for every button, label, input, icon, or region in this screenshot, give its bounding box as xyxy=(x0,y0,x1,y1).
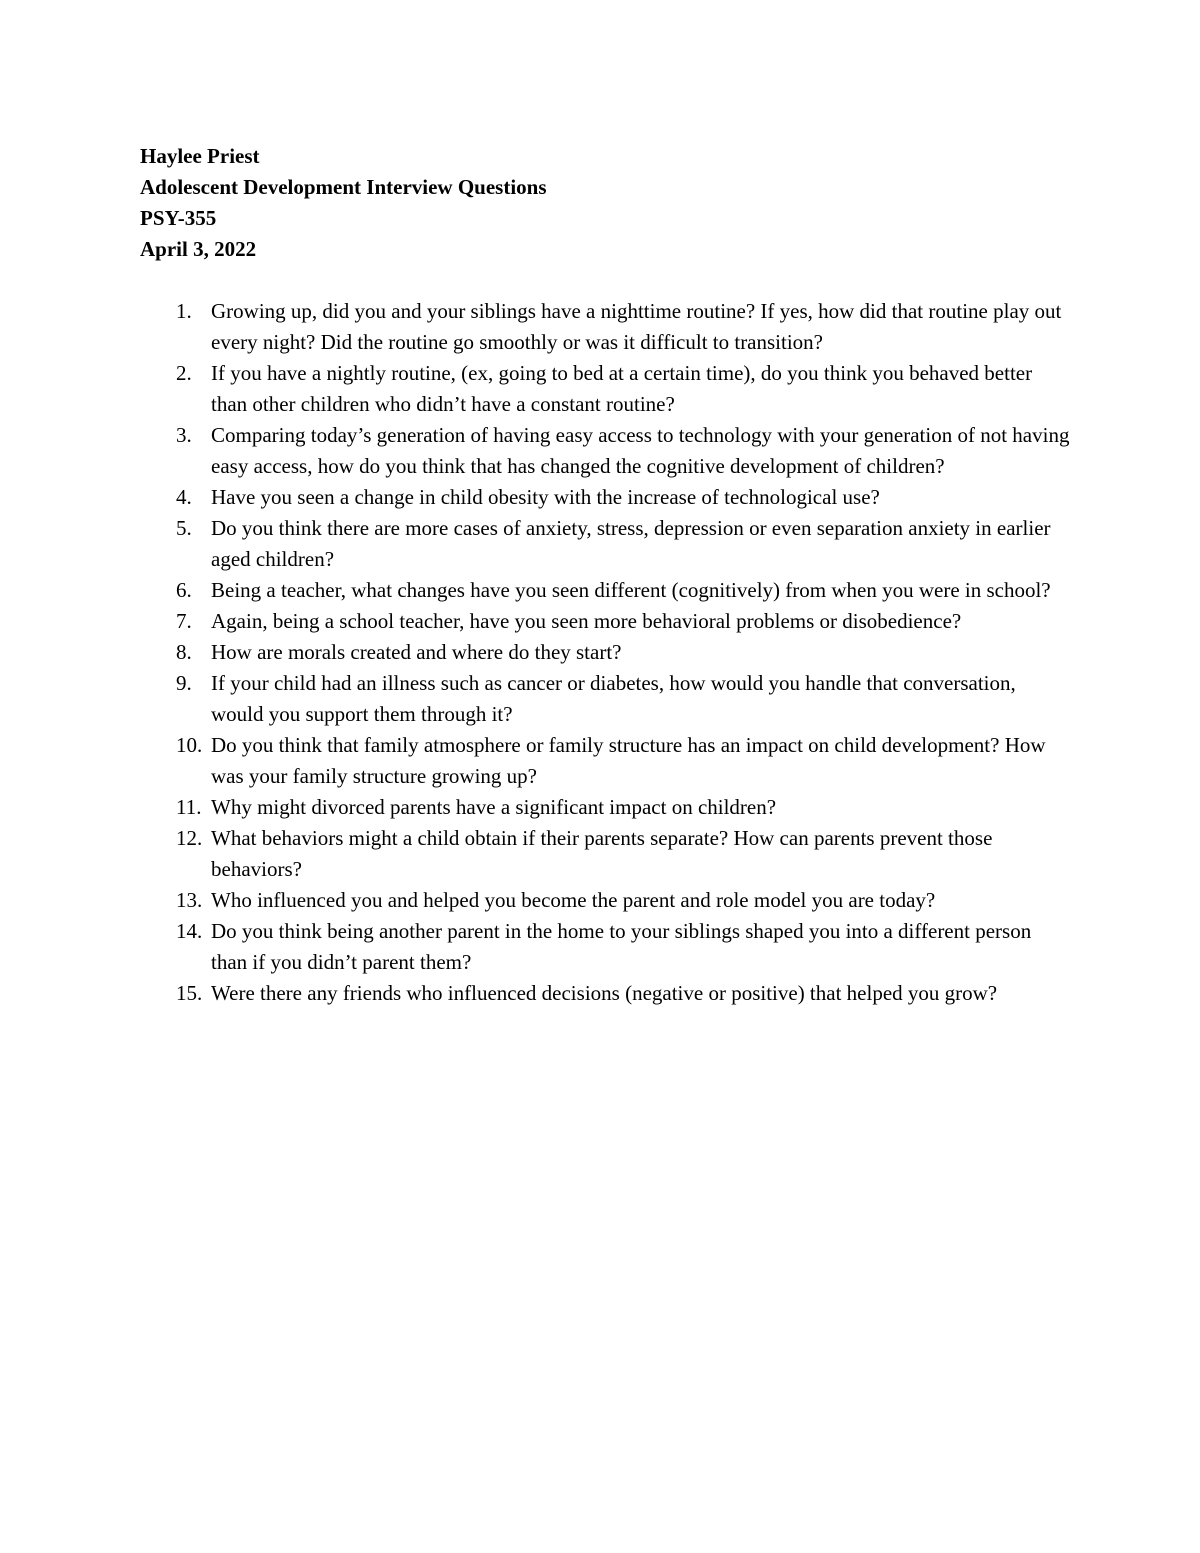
question-text: How are morals created and where do they start? xyxy=(211,640,622,664)
list-item xyxy=(140,637,1071,668)
question-number: 12. xyxy=(176,826,203,850)
question-text: Do you think being another parent in the home to your siblings shaped you into a different person than if you didn’t parent them? xyxy=(211,919,1032,974)
question-text: What behaviors might a child obtain if their parents separate? How can parents prevent those behaviors? xyxy=(211,826,993,881)
list-item xyxy=(140,513,1071,575)
document-date: April 3, 2022 xyxy=(140,237,257,261)
document-header xyxy=(140,141,1040,265)
question-text: Why might divorced parents have a significant impact on children? xyxy=(211,795,777,819)
question-number: 6. xyxy=(176,578,192,602)
question-number: 13. xyxy=(176,888,203,912)
question-number: 8. xyxy=(176,640,192,664)
author-name: Haylee Priest xyxy=(140,144,260,168)
question-number: 7. xyxy=(176,609,192,633)
question-text: Do you think that family atmosphere or family structure has an impact on child development? How was your family structure growing up? xyxy=(211,733,1046,788)
question-number: 9. xyxy=(176,671,192,695)
document-title: Adolescent Development Interview Questions xyxy=(140,175,547,199)
question-number: 10. xyxy=(176,733,203,757)
list-item xyxy=(140,792,1071,823)
list-item xyxy=(140,482,1071,513)
question-text: If you have a nightly routine, (ex, going to bed at a certain time), do you think you behaved better than other children who didn’t have a constant routine? xyxy=(211,361,1033,416)
list-item xyxy=(140,730,1071,792)
question-text: Being a teacher, what changes have you seen different (cognitively) from when you were in school? xyxy=(211,578,1051,602)
question-number: 3. xyxy=(176,423,192,447)
list-item xyxy=(140,606,1071,637)
list-item xyxy=(140,296,1071,358)
question-text: Growing up, did you and your siblings have a nighttime routine? If yes, how did that routine play out every night? Did the routine go smoothly or was it difficult to transition? xyxy=(211,299,1062,354)
question-text: Have you seen a change in child obesity with the increase of technological use? xyxy=(211,485,880,509)
list-item xyxy=(140,358,1071,420)
question-number: 4. xyxy=(176,485,192,509)
list-item xyxy=(140,916,1071,978)
question-number: 1. xyxy=(176,299,192,323)
list-item xyxy=(140,420,1071,482)
question-text: Do you think there are more cases of anxiety, stress, depression or even separation anxiety in earlier aged children? xyxy=(211,516,1051,571)
list-item xyxy=(140,823,1071,885)
list-item xyxy=(140,668,1071,730)
list-item xyxy=(140,575,1071,606)
list-item xyxy=(140,978,1071,1009)
question-text: Who influenced you and helped you become the parent and role model you are today? xyxy=(211,888,936,912)
question-text: Comparing today’s generation of having easy access to technology with your generation of not having easy access, how do you think that has changed the cognitive development of children? xyxy=(211,423,1070,478)
question-number: 2. xyxy=(176,361,192,385)
question-text: Again, being a school teacher, have you seen more behavioral problems or disobedience? xyxy=(211,609,962,633)
question-list xyxy=(140,296,1070,1009)
question-number: 15. xyxy=(176,981,203,1005)
course-code: PSY-355 xyxy=(140,206,217,230)
question-number: 11. xyxy=(176,795,202,819)
list-item xyxy=(140,885,1071,916)
question-number: 5. xyxy=(176,516,192,540)
question-text: If your child had an illness such as cancer or diabetes, how would you handle that conversation, would you support them through it? xyxy=(211,671,1016,726)
question-text: Were there any friends who influenced decisions (negative or positive) that helped you grow? xyxy=(211,981,998,1005)
question-number: 14. xyxy=(176,919,203,943)
